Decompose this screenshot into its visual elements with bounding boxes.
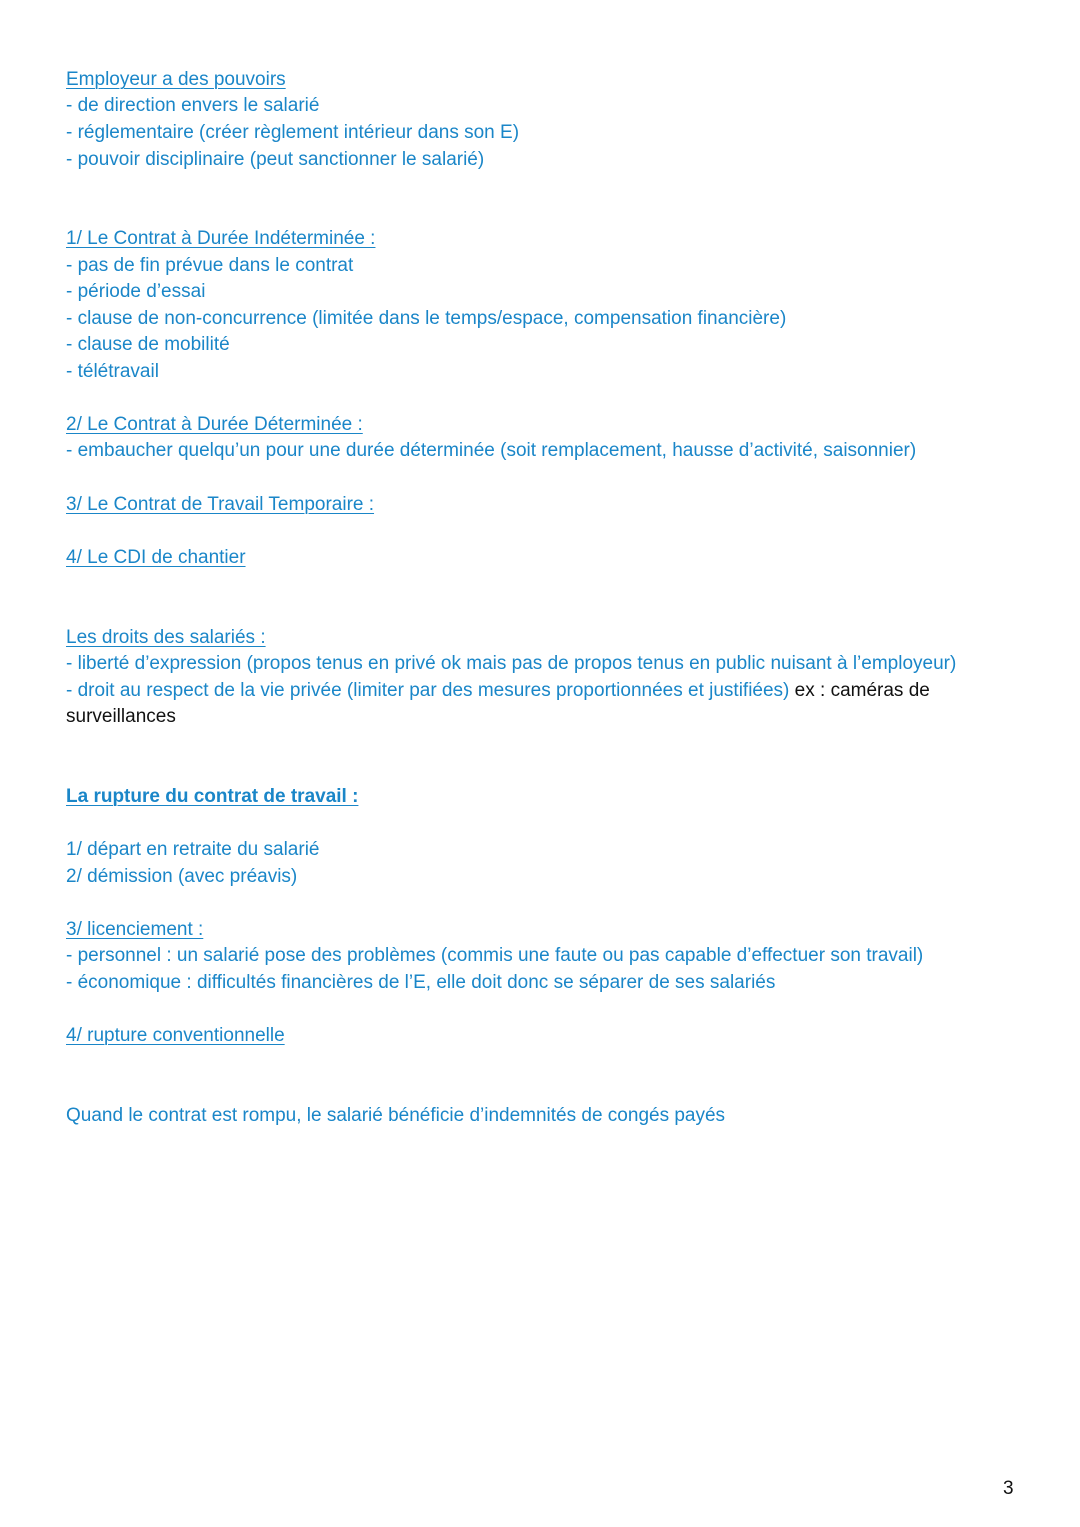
list-item: - embaucher quelqu’un pour une durée déterminée (soit remplacement, hausse d’activité, saisonnier) — [66, 440, 917, 461]
heading-licenciement: 3/ licenciement : — [66, 919, 204, 940]
conclusion-text: Quand le contrat est rompu, le salarié bénéficie d’indemnités de congés payés — [66, 1105, 726, 1126]
page-number: 3 — [1003, 1478, 1014, 1499]
heading-employeur-pouvoirs: Employeur a des pouvoirs — [66, 69, 286, 90]
list-item: - personnel : un salarié pose des problèmes (commis une faute ou pas capable d’effectuer son travail) — [66, 945, 924, 966]
list-item: - économique : difficultés financières de l’E, elle doit donc se séparer de ses salariés — [66, 972, 776, 993]
list-item: 2/ démission (avec préavis) — [66, 866, 298, 887]
list-item: - clause de non-concurrence (limitée dans le temps/espace, compensation financière) — [66, 308, 787, 329]
heading-travail-temporaire: 3/ Le Contrat de Travail Temporaire : — [66, 494, 375, 515]
list-item: - télétravail — [66, 361, 159, 382]
heading-rupture-contrat: La rupture du contrat de travail : — [66, 786, 359, 807]
list-item: 1/ départ en retraite du salarié — [66, 839, 320, 860]
list-item: - pouvoir disciplinaire (peut sanctionner le salarié) — [66, 149, 485, 170]
list-item: - pas de fin prévue dans le contrat — [66, 255, 354, 276]
heading-rupture-conventionnelle: 4/ rupture conventionnelle — [66, 1025, 285, 1046]
list-item: - période d’essai — [66, 281, 206, 302]
heading-cdi-chantier: 4/ Le CDI de chantier — [66, 547, 246, 568]
list-item — [66, 678, 930, 704]
list-item: - clause de mobilité — [66, 334, 230, 355]
list-item-continuation: surveillances — [66, 706, 176, 727]
list-item-blue-text: - droit au respect de la vie privée (limiter par des mesures proportionnées et justifiées) — [66, 680, 790, 701]
heading-cdd: 2/ Le Contrat à Durée Déterminée : — [66, 414, 363, 435]
list-item-example-text: ex : caméras de — [789, 680, 930, 701]
heading-cdi: 1/ Le Contrat à Durée Indéterminée : — [66, 228, 376, 249]
list-item: - de direction envers le salarié — [66, 95, 320, 116]
list-item: - réglementaire (créer règlement intérieur dans son E) — [66, 122, 520, 143]
list-item: - liberté d’expression (propos tenus en privé ok mais pas de propos tenus en public nuisant à l’employeur) — [66, 653, 957, 674]
heading-droits-salaries: Les droits des salariés : — [66, 627, 266, 648]
